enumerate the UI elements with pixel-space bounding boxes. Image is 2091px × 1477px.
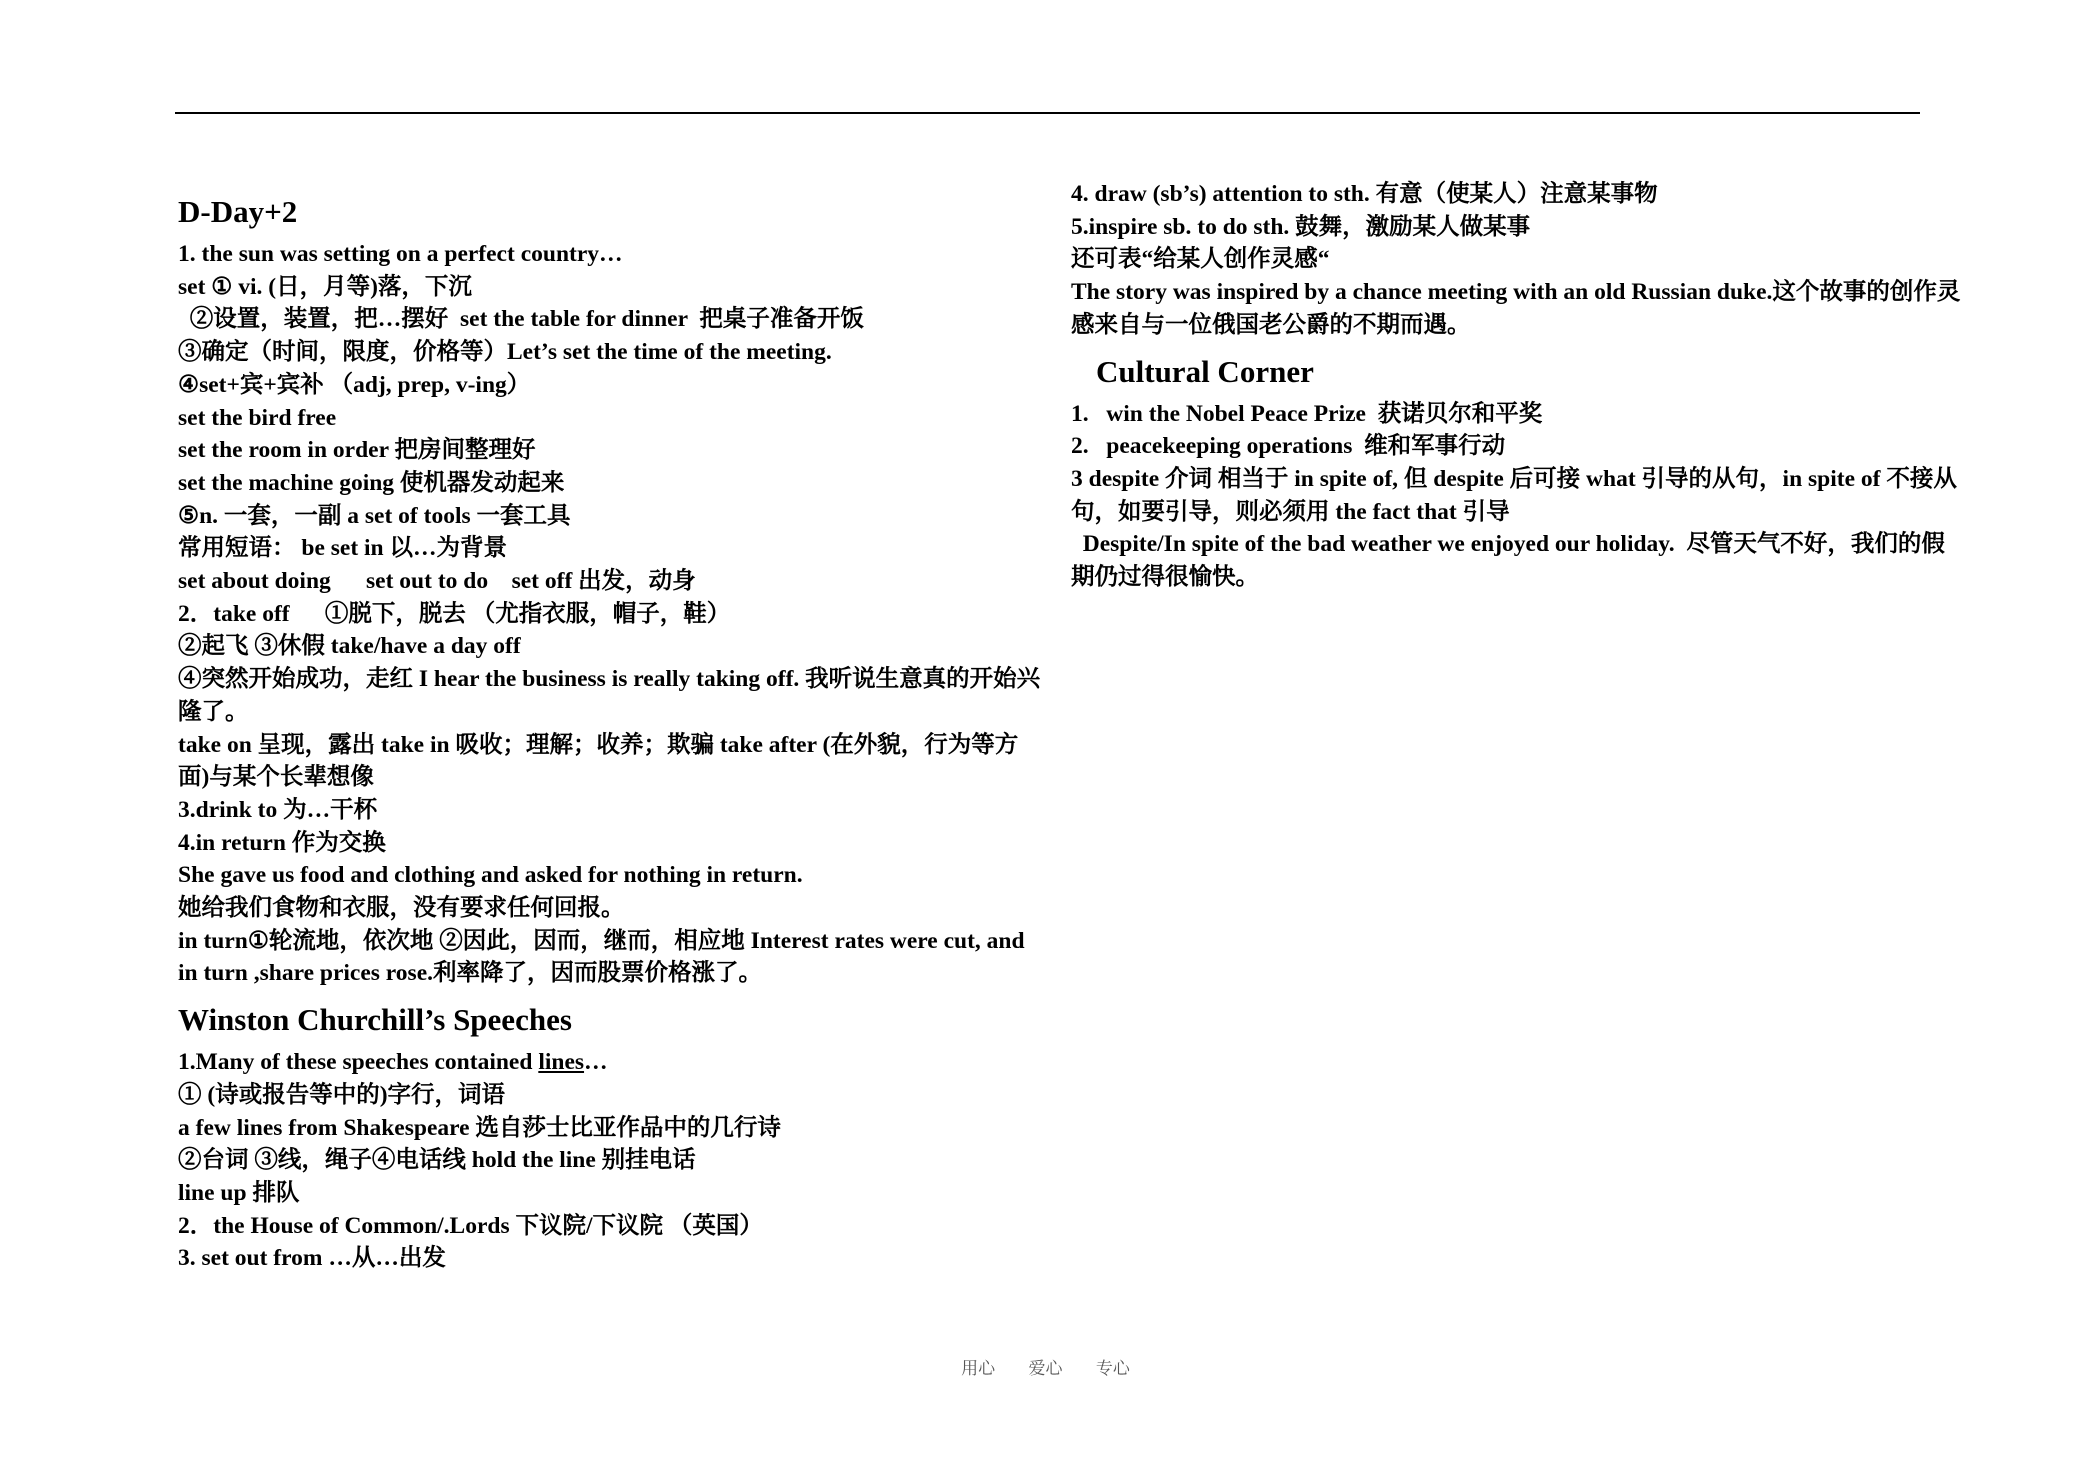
text-line: ②起飞 ③休假 take/have a day off [178, 633, 521, 660]
text-line: 2．take off ①脱下，脱去 （尤指衣服，帽子，鞋） [178, 600, 731, 627]
text-line: 她给我们食物和衣服，没有要求任何回报。 [178, 895, 625, 922]
text-line: line up 排队 [178, 1179, 300, 1206]
text-line: 1. win the Nobel Peace Prize 获诺贝尔和平奖 [1071, 400, 1543, 427]
left-column [178, 192, 1048, 1275]
text-line: set the bird free [178, 404, 337, 431]
text-line: 还可表“给某人创作灵感“ [1071, 246, 1330, 273]
text-paragraph: The story was inspired by a chance meeting with an old Russian duke.这个故事的创作灵感来自与一位俄国老公爵的不期而遇。 [1071, 279, 1961, 338]
section-heading-churchill: Winston Churchill’s Speeches [178, 1002, 572, 1038]
underlined-word: lines [538, 1049, 585, 1076]
right-column [1071, 178, 1961, 594]
section-heading-cultural: Cultural Corner [1096, 353, 1314, 389]
section-heading-dday: D-Day+2 [178, 194, 298, 229]
text-paragraph: in turn①轮流地，依次地 ②因此，因而，继而，相应地 Interest rates were cut, and in turn ,share prices rose.利率降了，因而股票价格涨了。 [178, 927, 1025, 987]
text-line: 常用短语： be set in 以…为背景 [178, 535, 507, 562]
text-paragraph: take on 呈现，露出 take in 吸收；理解；收养；欺骗 take after (在外貌，行为等方面)与某个长辈想像 [178, 731, 1019, 791]
text-line: ⑤n. 一套，一副 a set of tools 一套工具 [178, 502, 571, 529]
text-line: set about doing set out to do set off 出发，动身 [178, 568, 696, 595]
text-line: 4. draw (sb’s) attention to sth. 有意（使某人）注意某事物 [1071, 181, 1658, 207]
text-line: She gave us food and clothing and asked for nothing in return. [178, 862, 803, 889]
footer-word: 专心 [1095, 1359, 1130, 1379]
text-line: ④set+宾+宾补 （adj, prep, v-ing） [178, 371, 531, 398]
text-line: ③确定（时间，限度，价格等）Let’s set the time of the meeting. [178, 339, 832, 366]
text-line: ① (诗或报告等中的)字行，词语 [178, 1081, 506, 1108]
text-line: 3. set out from …从…出发 [178, 1245, 446, 1272]
text-line: 2．the House of Common/.Lords 下议院/下议院 （英国） [178, 1212, 763, 1239]
footer-word: 用心 [961, 1359, 996, 1379]
text-line: a few lines from Shakespeare 选自莎士比亚作品中的几行诗 [178, 1114, 781, 1141]
text-line: 2. peacekeeping operations 维和军事行动 [1071, 433, 1506, 460]
text-line: 4.in return 作为交换 [178, 829, 386, 856]
text-paragraph: 3 despite 介词 相当于 in spite of, 但 despite 后可接 what 引导的从句，in spite of 不接从句，如要引导，则必须用 the fact that 引导 [1071, 465, 1957, 525]
text-fragment: … [584, 1049, 608, 1076]
text-paragraph: ④突然开始成功，走红 I hear the business is really taking off. 我听说生意真的开始兴隆了。 [178, 666, 1041, 725]
text-line: ②设置，装置，把…摆好 set the table for dinner 把桌子准备开饭 [178, 306, 864, 333]
text-line [178, 1046, 1048, 1079]
header-rule [175, 112, 1920, 114]
text-line: set the room in order 把房间整理好 [178, 437, 536, 464]
text-paragraph: Despite/In spite of the bad weather we enjoyed our holiday. 尽管天气不好，我们的假期仍过得很愉快。 [1071, 531, 1945, 591]
page-footer [0, 1354, 2091, 1379]
text-line: 5.inspire sb. to do sth. 鼓舞，激励某人做某事 [1071, 213, 1531, 240]
text-line: 3.drink to 为…干杯 [178, 796, 378, 823]
text-line: set the machine going 使机器发动起来 [178, 469, 565, 496]
text-line: set ① vi. (日，月等)落，下沉 [178, 273, 472, 300]
footer-word: 爱心 [1028, 1359, 1063, 1379]
text-line: 1. the sun was setting on a perfect country… [178, 241, 623, 267]
text-line: ②台词 ③线，绳子④电话线 hold the line 别挂电话 [178, 1147, 696, 1174]
text-fragment: 1.Many of these speeches contained [178, 1049, 539, 1076]
